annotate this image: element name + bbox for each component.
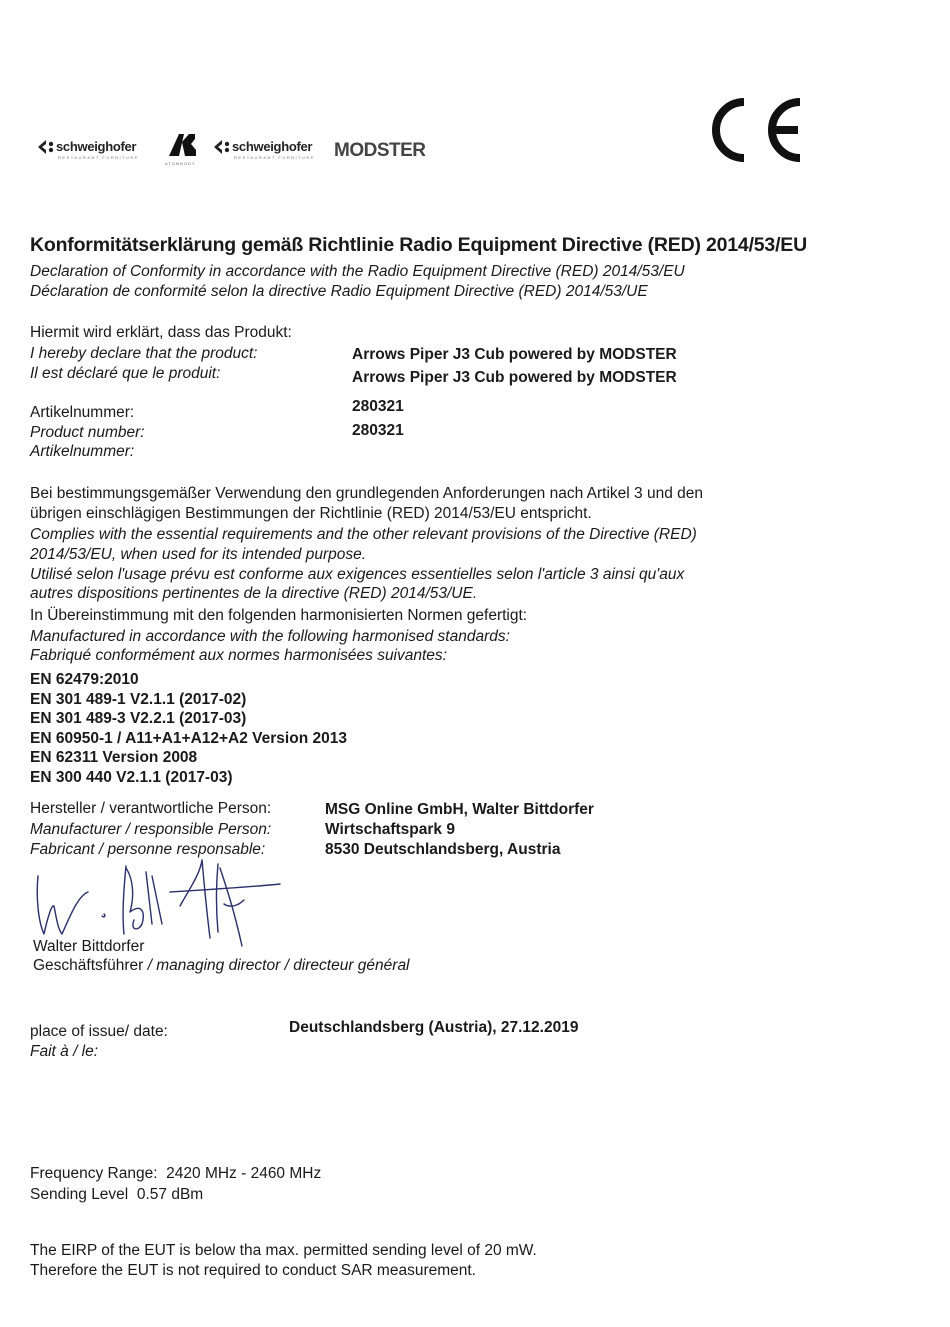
product-name: Arrows Piper J3 Cub powered by MODSTER xyxy=(352,346,677,363)
standard-item: EN 62479:2010 xyxy=(30,671,139,688)
standard-item: EN 300 440 V2.1.1 (2017-03) xyxy=(30,769,233,786)
standards-intro-de: In Übereinstimmung mit den folgenden harmonisierten Normen gefertigt: xyxy=(30,607,528,624)
compliance-en-line: Complies with the essential requirements and the other relevant provisions of the Directive (RED) xyxy=(30,526,697,543)
issue-place-date: Deutschlandsberg (Austria), 27.12.2019 xyxy=(289,1019,579,1036)
manufacturer-label-fr: Fabricant / personne responsable: xyxy=(30,841,266,858)
eirp-statement: Therefore the EUT is not required to conduct SAR measurement. xyxy=(30,1262,476,1279)
signatory-role-de: Geschäftsführer xyxy=(33,957,144,974)
frequency-label: Frequency Range: xyxy=(30,1165,158,1182)
ab-logo xyxy=(167,132,197,166)
schweighofer-logo-2 xyxy=(212,138,315,160)
manufacturer-name: MSG Online GmbH, Walter Bittdorfer xyxy=(325,801,594,818)
schweighofer-mark-icon xyxy=(212,139,232,155)
signatory-role xyxy=(33,956,410,976)
schweighofer-logo-1 xyxy=(36,138,139,160)
sending-level-value: 0.57 dBm xyxy=(136,1186,204,1203)
compliance-de-line: übrigen einschlägigen Bestimmungen der Richtlinie (RED) 2014/53/EU entspricht. xyxy=(30,505,592,522)
sending-level xyxy=(30,1185,203,1205)
standard-item: EN 301 489-3 V2.2.1 (2017-03) xyxy=(30,710,247,727)
article-number: 280321 xyxy=(352,398,404,415)
frequency-range xyxy=(30,1164,321,1184)
signatory-role-en-fr: / managing director / directeur général xyxy=(143,957,410,974)
frequency-value: 2420 MHz - 2460 MHz xyxy=(166,1165,322,1182)
product-label-de: Hiermit wird erklärt, dass das Produkt: xyxy=(30,324,292,341)
title-en: Declaration of Conformity in accordance with the Radio Equipment Directive (RED) 2014/53/EU xyxy=(30,263,685,280)
product-name: Arrows Piper J3 Cub powered by MODSTER xyxy=(352,369,677,386)
sending-level-label: Sending Level xyxy=(30,1186,129,1203)
issue-label-fr: Fait à / le: xyxy=(30,1043,99,1060)
standard-item: EN 62311 Version 2008 xyxy=(30,749,198,766)
modster-logo: MODSTER xyxy=(334,140,426,161)
compliance-fr-line: Utilisé selon l'usage prévu est conforme aux exigences essentielles selon l'article 3 ainsi qu'aux xyxy=(30,566,685,583)
compliance-en-line: 2014/53/EU, when used for its intended purpose. xyxy=(30,546,367,563)
schweighofer-wordmark-2: schweighofer xyxy=(232,139,313,154)
manufacturer-label-en: Manufacturer / responsible Person: xyxy=(30,821,272,838)
issue-label-en: place of issue/ date: xyxy=(30,1023,168,1040)
article-label-de: Artikelnummer: xyxy=(30,404,135,421)
ab-mark-icon xyxy=(167,132,197,158)
ce-mark-icon xyxy=(700,94,806,166)
standards-intro-en: Manufactured in accordance with the following harmonised standards: xyxy=(30,628,510,645)
eirp-statement: The EIRP of the EUT is below tha max. permitted sending level of 20 mW. xyxy=(30,1242,537,1259)
article-label-fr: Artikelnummer: xyxy=(30,443,135,460)
ab-subline: ATOMBODY xyxy=(165,161,196,166)
schweighofer-wordmark-1: schweighofer xyxy=(56,139,137,154)
title-fr: Déclaration de conformité selon la directive Radio Equipment Directive (RED) 2014/53/UE xyxy=(30,283,648,300)
compliance-de-line: Bei bestimmungsgemäßer Verwendung den grundlegenden Anforderungen nach Artikel 3 und den xyxy=(30,485,703,502)
manufacturer-label-de: Hersteller / verantwortliche Person: xyxy=(30,800,272,817)
manufacturer-city: 8530 Deutschlandsberg, Austria xyxy=(325,841,561,858)
product-label-fr: Il est déclaré que le produit: xyxy=(30,365,221,382)
compliance-fr-line: autres dispositions pertinentes de la directive (RED) 2014/53/UE. xyxy=(30,585,478,602)
standard-item: EN 60950-1 / A11+A1+A12+A2 Version 2013 xyxy=(30,730,347,747)
page-title: Konformitätserklärung gemäß Richtlinie Radio Equipment Directive (RED) 2014/53/EU xyxy=(30,234,807,256)
schweighofer-subline-1: RESTAURANT FURNITURE xyxy=(58,155,139,160)
product-label-en: I hereby declare that the product: xyxy=(30,345,258,362)
standards-intro-fr: Fabriqué conformément aux normes harmonisées suivantes: xyxy=(30,647,447,664)
schweighofer-mark-icon xyxy=(36,139,56,155)
signatory-name: Walter Bittdorfer xyxy=(33,938,145,955)
standard-item: EN 301 489-1 V2.1.1 (2017-02) xyxy=(30,691,247,708)
schweighofer-subline-2: RESTAURANT FURNITURE xyxy=(234,155,315,160)
article-label-en: Product number: xyxy=(30,424,145,441)
manufacturer-street: Wirtschaftspark 9 xyxy=(325,821,455,838)
article-number: 280321 xyxy=(352,422,404,439)
